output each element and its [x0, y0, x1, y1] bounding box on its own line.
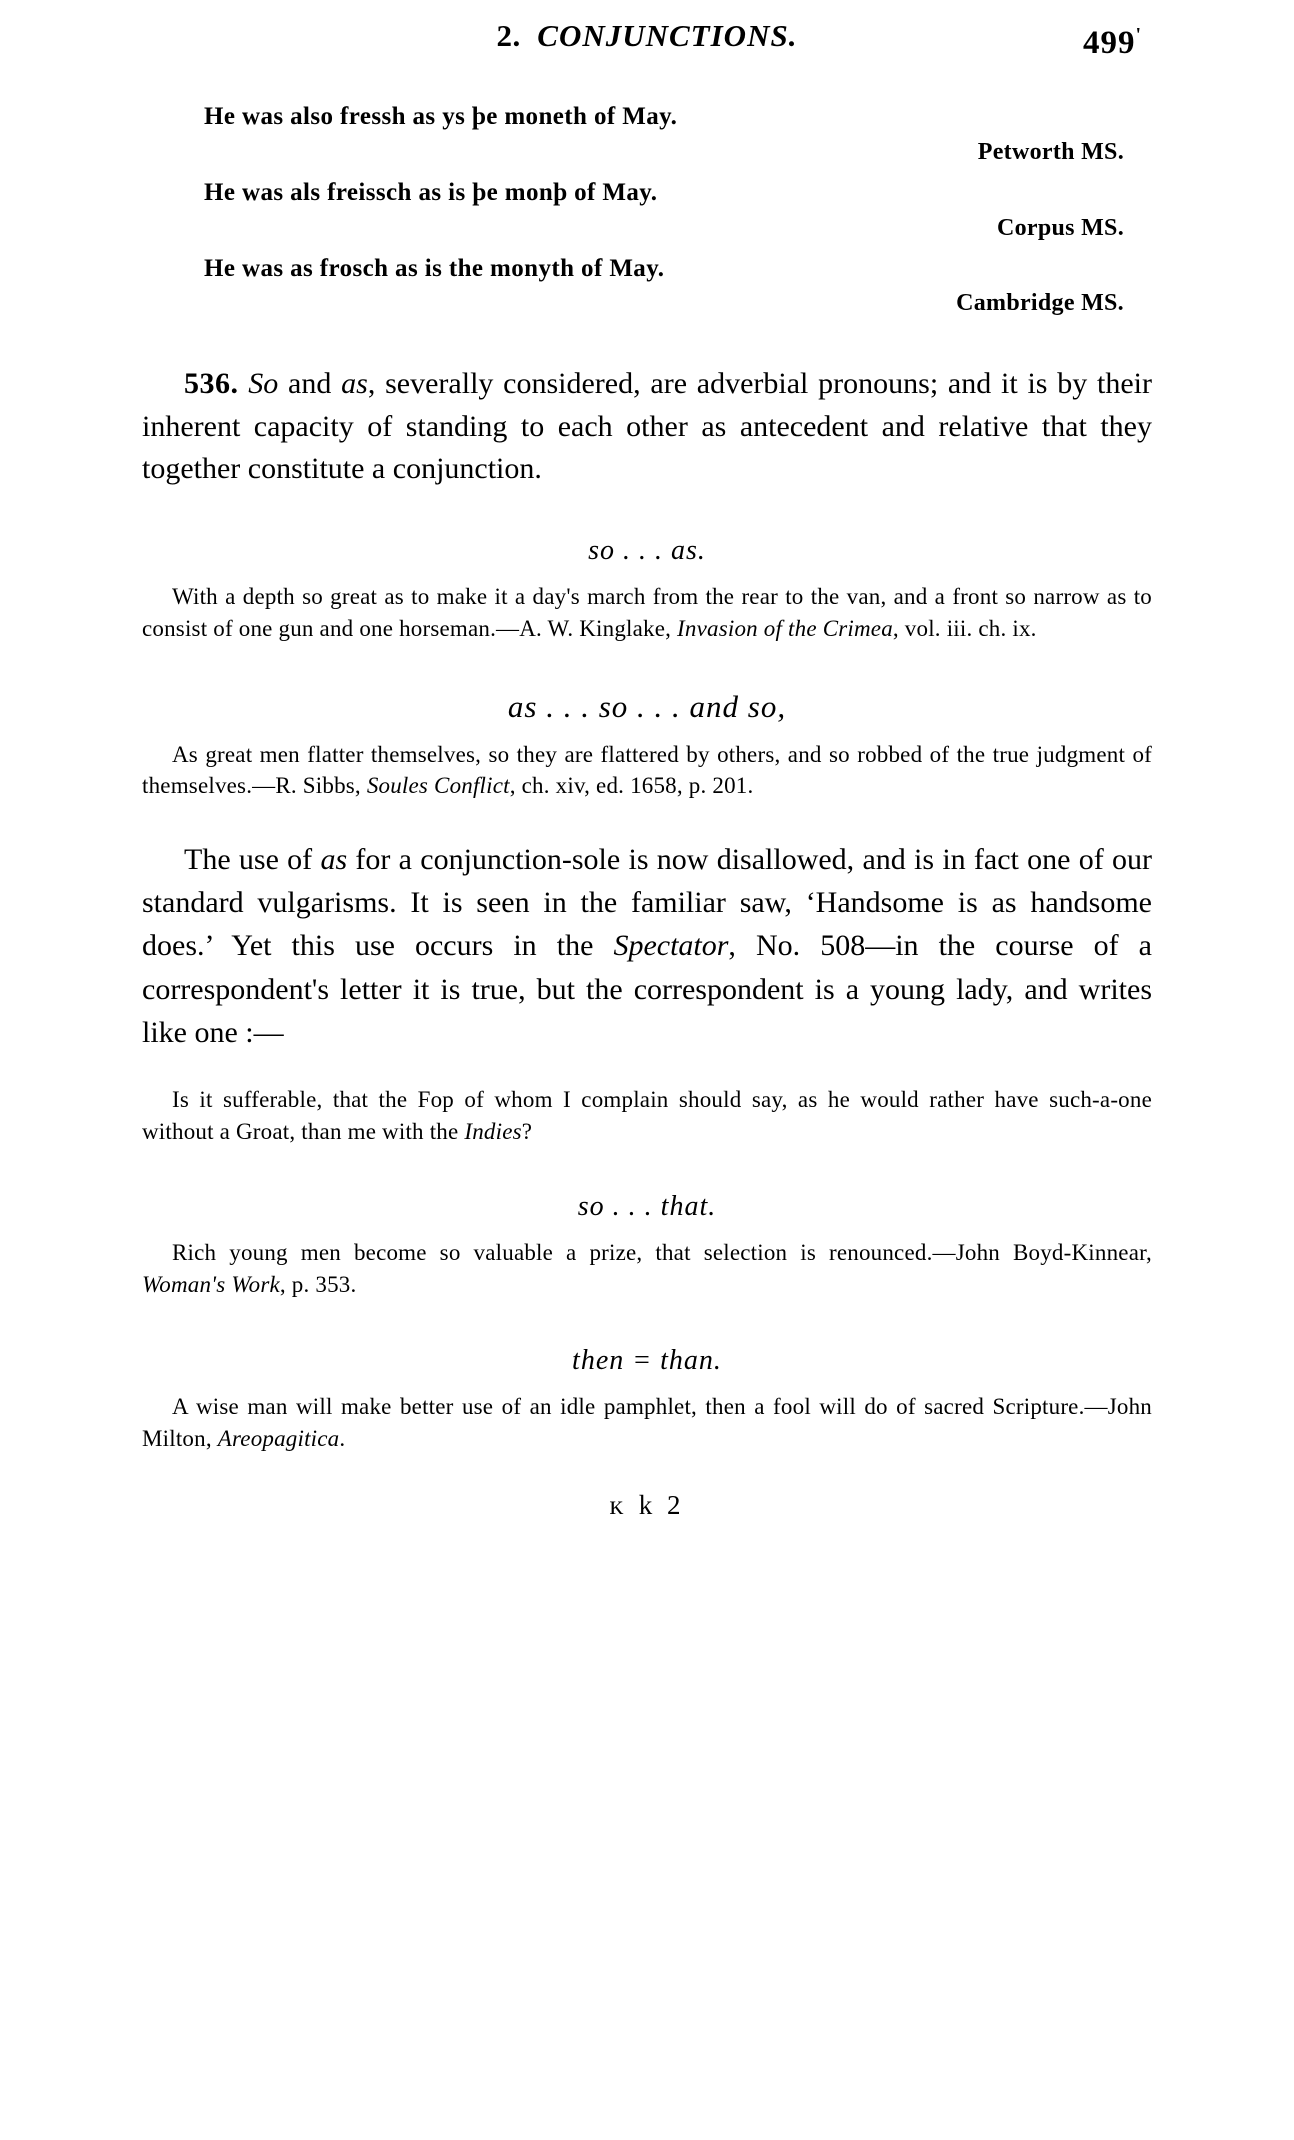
citation-source-title: Soules Conflict: [366, 773, 510, 799]
page-content: [142, 0, 1152, 1541]
folio-tick: ': [1135, 24, 1142, 46]
folio-digits: 499: [1082, 25, 1136, 61]
subheading-then-than: then = than.: [572, 1344, 722, 1376]
citation-paragraph-then-than: [142, 1391, 1152, 1454]
running-head-section-number: 2.: [496, 18, 521, 53]
subheading-so-as: so . . . as.: [588, 535, 706, 567]
section-number: 536.: [184, 367, 239, 401]
citation-text: Rich young men become so valuable a prize, that selection is renounced.—John Boyd-Kinnear,: [172, 1240, 1152, 1266]
section-lead-italic-so: So: [248, 367, 279, 401]
verse-group: [204, 252, 1152, 322]
running-head-title: [497, 18, 798, 54]
body-text-3: , No. 508—in the course of a correspondent's letter it is true, but the correspondent is a young lady, and writes like one :—: [142, 929, 1152, 1049]
citation-source-title: Woman's Work: [142, 1272, 280, 1298]
citation-reference: ?: [521, 1118, 533, 1144]
citation-paragraph-spectator: [142, 1084, 1152, 1147]
body-text-1: The use of: [184, 842, 321, 876]
citation-source-title: Areopagitica: [217, 1425, 340, 1451]
section-text-and: and: [278, 367, 342, 401]
body-italic-spectator: Spectator: [613, 929, 729, 963]
citation-paragraph-as-so: [142, 739, 1152, 802]
section-text-body: , severally considered, are adverbial pronouns; and it is by their inherent capacity of standing to each other as antecedent and relative that they together constitute a conjunction.: [142, 367, 1152, 486]
subheading-so-that: so . . . that.: [577, 1191, 717, 1223]
citation-source-title: Invasion of the Crimea: [677, 615, 893, 641]
verse-attribution: Cambridge MS.: [956, 290, 1124, 317]
citation-paragraph-so-as: [142, 581, 1152, 644]
verse-group: [204, 176, 1152, 246]
subheading-as-so-and-so: as . . . so . . . and so,: [507, 688, 787, 724]
verse-line: He was as frosch as is the monyth of May.: [204, 254, 665, 282]
citation-reference: .: [339, 1425, 346, 1451]
body-text-2: for a conjunction-sole is now disallowed, and is in fact one of our standard vulgarisms. It is seen in the familiar saw, ‘Handsome is as handsome does.’ Yet this use occurs in the: [142, 842, 1153, 963]
running-head-title-text: CONJUNCTIONS.: [537, 18, 798, 53]
citation-text: Is it sufferable, that the Fop of whom I complain should say, as he would rather have such-a-one without a Groat, than me with the: [142, 1086, 1152, 1144]
verse-line: He was also fressh as ys þe moneth of May.: [204, 103, 678, 130]
citation-text: As great men flatter themselves, so they are flattered by others, and so robbed of the true judgment of themselves.—R. Sibbs,: [142, 741, 1152, 799]
verse-group: [204, 100, 1152, 170]
body-italic-as: as: [320, 842, 348, 876]
citation-paragraph-so-that: [142, 1237, 1152, 1300]
verse-attribution: Petworth MS.: [977, 138, 1124, 165]
citation-reference: , ch. xiv, ed. 1658, p. 201.: [509, 773, 754, 799]
section-paragraph: [142, 363, 1152, 491]
citation-italic-indies: Indies: [464, 1118, 522, 1144]
verse-quotation-block: [142, 100, 1152, 321]
citation-reference: , vol. iii. ch. ix.: [892, 615, 1037, 641]
body-paragraph-use-of-as: [142, 838, 1152, 1054]
page-folio-number: [1083, 24, 1142, 62]
signature-mark: ᴋ k 2: [609, 1490, 685, 1521]
verse-line: He was als freissch as is þe monþ of May.: [204, 178, 658, 206]
verse-attribution: Corpus MS.: [996, 214, 1124, 241]
section-lead-italic-as: as: [341, 367, 368, 401]
citation-reference: , p. 353.: [279, 1272, 357, 1298]
citation-text: A wise man will make better use of an idle pamphlet, then a fool will do of sacred Scripture.—John Milton,: [142, 1393, 1152, 1451]
citation-text: With a depth so great as to make it a day's march from the rear to the van, and a front so narrow as to consist of one gun and one horseman.—A. W. Kinglake,: [142, 584, 1152, 641]
running-head: [142, 18, 1152, 78]
